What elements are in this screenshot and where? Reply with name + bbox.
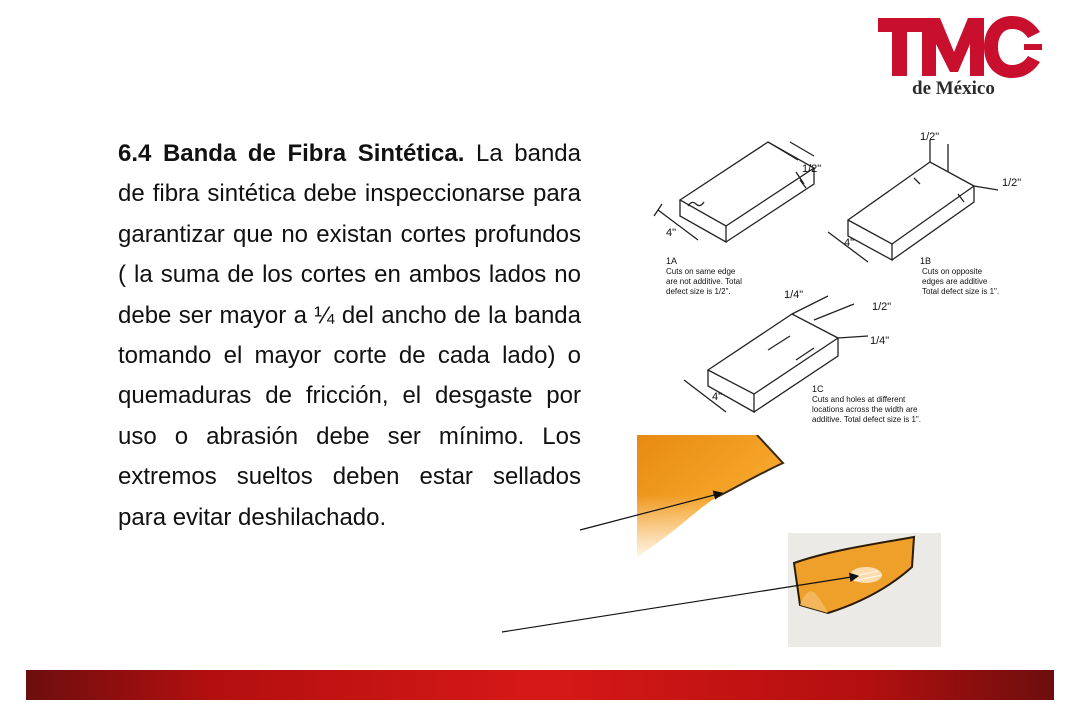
strap-1a-drawing <box>654 142 814 242</box>
fig1c-dim-right: 1/4" <box>870 335 890 347</box>
fig1a-caption-3: defect size is 1/2". <box>666 287 731 296</box>
footer-bar <box>26 670 1054 700</box>
fig1b-dim-length: 4" <box>844 237 855 249</box>
fig1b-dim-right: 1/2" <box>1002 177 1022 189</box>
fig1a-caption-1: Cuts on same edge <box>666 267 736 276</box>
logo-subtitle: de México <box>912 78 995 99</box>
webbing-cut-photo <box>637 435 787 557</box>
fig1b-dim-top: 1/2" <box>920 131 940 143</box>
fig1b-tag: 1B <box>920 256 932 266</box>
fig1c-dim-length: 4" <box>712 391 723 403</box>
fig1c-caption-1: Cuts and holes at different <box>812 395 906 404</box>
fig1a-dim-length: 4" <box>666 227 677 239</box>
fig1b-caption-2: edges are additive <box>922 277 988 286</box>
content-paragraph <box>118 134 581 538</box>
fig1c-dim-top: 1/4" <box>784 289 804 301</box>
section-title: 6.4 Banda de Fibra Sintética. <box>118 140 465 167</box>
fig1a-tag: 1A <box>666 256 678 266</box>
fig1c-tag: 1C <box>812 384 824 394</box>
fig1c-caption-3: additive. Total defect size is 1". <box>812 415 921 424</box>
webbing-cuts-diagram <box>618 120 1058 440</box>
fig1a-caption-2: are not additive. Total <box>666 277 742 286</box>
webbing-fray-photo <box>788 533 941 647</box>
fig1b-caption-1: Cuts on opposite <box>922 267 983 276</box>
content-body: La banda de fibra sintética debe inspeccionarse para garantizar que no existan cortes profundos ( la suma de los cortes en ambos lados no debe ser mayor a ¼ del ancho de la banda tomando el mayor corte de cada lado) o quemaduras de fricción, el desgaste por uso o abrasión debe ser mínimo. Los extremos sueltos deben estar sellados para evitar deshilachado. <box>118 140 581 531</box>
fig1b-caption-3: Total defect size is 1". <box>922 287 1000 296</box>
fig1a-dim-width: 1/2" <box>802 163 822 175</box>
fig1c-dim-mid: 1/2" <box>872 301 892 313</box>
fig1c-caption-2: locations across the width are <box>812 405 918 414</box>
